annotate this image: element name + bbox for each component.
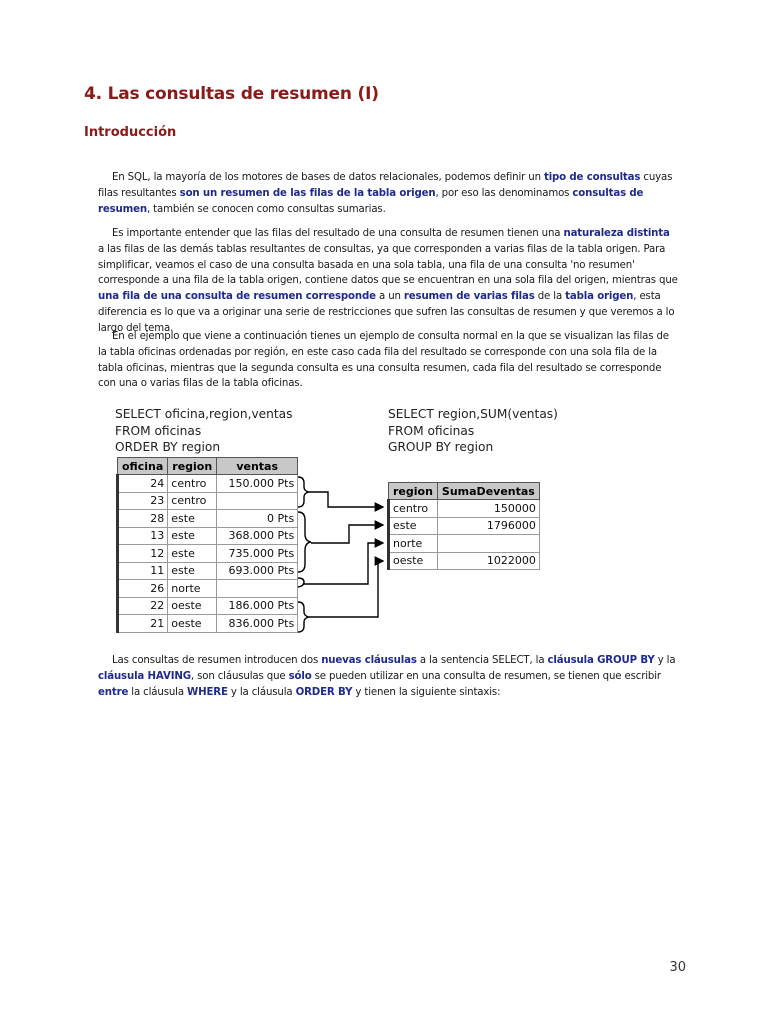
table-cell: 836.000 Pts [217,615,298,633]
table-cell: oeste [168,597,217,615]
brace-centro [298,477,309,507]
text-run: a la sentencia SELECT, la [416,655,548,666]
grouping-connectors [113,404,568,640]
table-cell: 28 [118,510,168,528]
table-cell: 22 [118,597,168,615]
paragraph-nature [98,226,678,337]
table-cell: 1022000 [437,552,539,570]
brace-este [298,512,311,572]
highlight-term: tabla origen [565,291,634,303]
highlight-term: una fila de una consulta de resumen corresponde [98,291,376,303]
text-run: Es importante entender que las filas del resultado de una consulta de resumen tienen una [112,228,564,239]
table-cell: 735.000 Pts [217,545,298,563]
sql-line: GROUP BY region [388,440,494,454]
sql-line: ORDER BY region [115,440,221,454]
table-cell: 693.000 Pts [217,562,298,580]
table-cell: 150.000 Pts [217,475,298,493]
highlight-term: cláusula GROUP BY [547,655,655,666]
text-run: cuyas filas resultantes [98,172,673,199]
table-cell: 23 [118,492,168,510]
text-run: , son cláusulas que [190,670,289,682]
table-cell: este [389,517,438,535]
table-cell: 13 [118,527,168,545]
highlight-term: WHERE [187,686,228,698]
page-title: 4. Las consultas de resumen (I) [84,84,379,104]
paragraph-example [98,329,678,392]
column-header: SumaDeventas [437,483,539,500]
table-cell: 21 [118,615,168,633]
table-cell: 1796000 [437,517,539,535]
highlight-term: cláusula HAVING [98,670,191,682]
text-run: En SQL, la mayoría de los motores de bases de datos relacionales, podemos definir un [112,172,544,183]
column-header: region [168,458,217,475]
text-run: , por eso las denominamos [435,187,573,199]
table-cell: oeste [168,615,217,633]
text-run: de la [534,291,566,303]
paragraph-clauses [98,653,678,700]
section-title: Introducción [84,125,177,140]
highlight-term: sólo [288,670,312,682]
paragraph-intro [98,170,678,217]
connector-este [311,525,383,543]
text-run: , esta diferencia es lo que va a originar una serie de restricciones que sufren las consultas de resumen y que veremos a lo largo del tema. [98,291,675,334]
column-header: oficina [118,458,168,475]
sql-line: SELECT region,SUM(ventas) [388,407,558,421]
table-cell: este [168,545,217,563]
highlight-term: ORDER BY [295,686,353,698]
text-run: , también se conocen como consultas sumarias. [146,203,386,215]
sql-example-figure [113,404,568,640]
highlight-term: son un resumen de las filas de la tabla origen [179,187,436,199]
table-cell: 0 Pts [217,510,298,528]
table-cell: 368.000 Pts [217,527,298,545]
highlight-term: naturaleza distinta [563,228,670,239]
table-cell: centro [168,492,217,510]
text-run: se pueden utilizar en una consulta de resumen, se tienen que escribir [311,670,661,682]
table-cell: norte [389,535,438,553]
highlight-term: entre [98,686,129,698]
table-cell: centro [389,500,438,518]
brace-norte [298,578,304,587]
connector-oeste [309,561,383,617]
text-run: Las consultas de resumen introducen dos [112,655,322,666]
table-cell: este [168,510,217,528]
connector-norte [304,543,383,584]
highlight-term: tipo de consultas [543,172,641,183]
highlight-term: consultas de resumen [98,187,644,215]
text-run: la cláusula [128,686,188,698]
highlight-term: nuevas cláusulas [321,655,417,666]
sql-line: SELECT oficina,region,ventas [115,407,293,421]
column-header: ventas [217,458,298,475]
text-run: y tienen la siguiente sintaxis: [352,686,501,698]
table-cell: 12 [118,545,168,563]
table-cell: 11 [118,562,168,580]
table-cell: norte [168,580,217,598]
table-cell: 150000 [437,500,539,518]
text-run: a un [375,291,404,303]
table-cell: este [168,527,217,545]
table-cell: 186.000 Pts [217,597,298,615]
text-run: y la cláusula [227,686,296,698]
page-number: 30 [669,960,686,975]
text-run: En el ejemplo que viene a continuación tienes un ejemplo de consulta normal en la que se visualizan las filas de la tabla oficinas ordenadas por región, en este caso cada fila del resultado se corresponde con una sola fila de la tabla oficinas, mientras que la segunda consulta es una consulta resumen, cada fila del resultado se corresponde con una o varias filas de la tabla oficinas. [98,331,669,390]
table-cell: 26 [118,580,168,598]
table-cell: este [168,562,217,580]
sql-line: FROM oficinas [115,423,202,438]
highlight-term: resumen de varias filas [403,291,535,303]
brace-oeste [298,602,309,632]
text-run: y la [654,655,676,666]
column-header: region [389,483,438,500]
table-cell: centro [168,475,217,493]
sql-line: FROM oficinas [388,423,475,438]
connector-centro [309,492,383,507]
table-cell: 24 [118,475,168,493]
text-run: a las filas de las demás tablas resultantes de consultas, ya que corresponden a varias filas de la tabla origen. Para simplificar, veamos el caso de una consulta basada en una sola tabla, una fila de una consulta 'no resumen' corresponde a una fila de la tabla origen, contiene datos que se encuentran en una sola fila del origen, mientras que [98,243,678,287]
table-cell: oeste [389,552,438,570]
